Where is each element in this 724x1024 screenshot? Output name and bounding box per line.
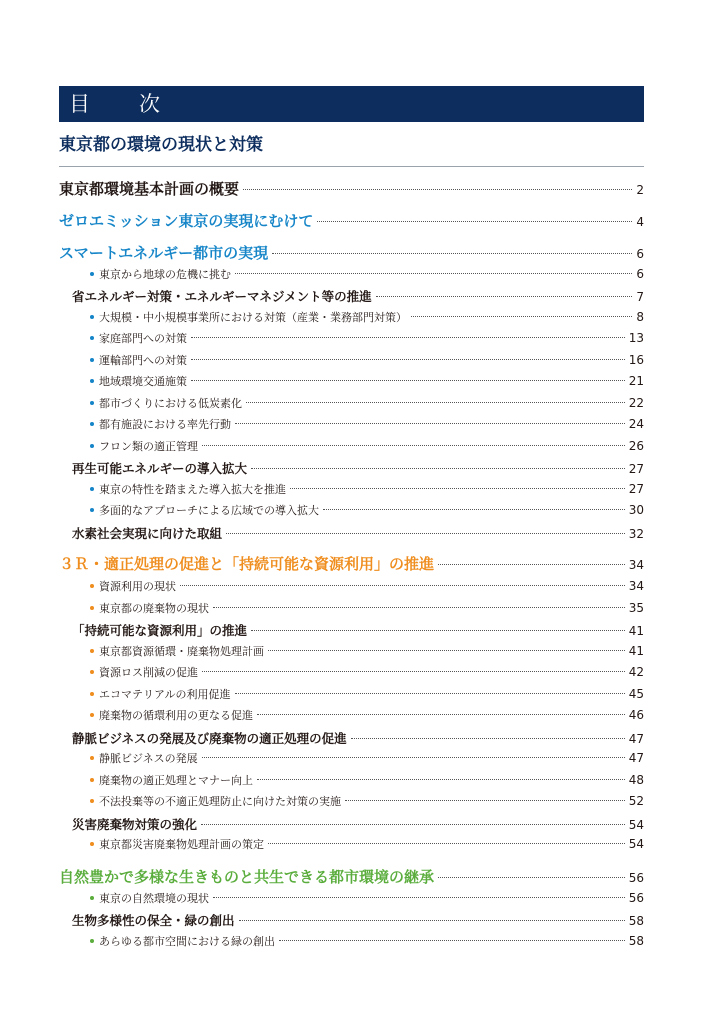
toc-entry[interactable] — [90, 664, 644, 680]
leader-dots — [345, 800, 625, 801]
toc-entry-label: 省エネルギー対策・エネルギーマネジメント等の推進 — [72, 289, 372, 304]
toc-entry-label: 東京都の廃棄物の現状 — [99, 602, 209, 615]
toc-entry-label: 地域環境交通施策 — [99, 375, 187, 388]
bullet-icon — [90, 649, 94, 653]
toc-entry[interactable] — [72, 729, 644, 747]
toc-page-number: 56 — [628, 891, 644, 905]
toc-entry[interactable] — [90, 373, 644, 389]
leader-dots — [202, 671, 625, 672]
toc-entry-label: 再生可能エネルギーの導入拡大 — [72, 461, 248, 476]
toc-page-number: 21 — [628, 374, 644, 388]
toc-page-number: 22 — [628, 396, 644, 410]
toc-page-number: 35 — [628, 601, 644, 615]
toc-page-number: 47 — [628, 751, 644, 765]
toc-entry-label: 不法投棄等の不適正処理防止に向けた対策の実施 — [99, 795, 341, 808]
leader-dots — [317, 221, 632, 222]
toc-entry[interactable] — [90, 330, 644, 346]
toc-page-number: 6 — [636, 247, 644, 261]
toc-page-number: 34 — [628, 558, 644, 572]
page-subtitle: 東京都の環境の現状と対策 — [59, 135, 263, 155]
bullet-icon — [90, 272, 94, 276]
banner-title: 目 次 — [69, 92, 174, 116]
toc-page-number: 46 — [628, 708, 644, 722]
toc-page-number: 56 — [628, 871, 644, 885]
toc-page-number: 13 — [628, 331, 644, 345]
leader-dots — [235, 423, 625, 424]
toc-page-number: 26 — [628, 439, 644, 453]
leader-dots — [251, 468, 625, 469]
toc-page-number: 32 — [628, 527, 644, 541]
toc-page-number: 45 — [628, 687, 644, 701]
leader-dots — [272, 253, 632, 254]
leader-dots — [213, 607, 625, 608]
toc-entry[interactable] — [90, 686, 644, 702]
toc-page-number: 27 — [628, 462, 644, 476]
toc-entry-label: 災害廃棄物対策の強化 — [72, 817, 198, 832]
leader-dots — [180, 585, 625, 586]
leader-dots — [235, 273, 632, 274]
toc-entry-label: 東京の特性を踏まえた導入拡大を推進 — [99, 483, 286, 496]
toc-page-number: 42 — [628, 665, 644, 679]
bullet-icon — [90, 842, 94, 846]
bullet-icon — [90, 713, 94, 717]
toc-entry-label: 資源利用の現状 — [99, 580, 176, 593]
toc-page-number: 54 — [628, 818, 644, 832]
toc-page-number: 52 — [628, 794, 644, 808]
leader-dots — [268, 650, 625, 651]
leader-dots — [251, 630, 625, 631]
bullet-icon — [90, 336, 94, 340]
toc-entry[interactable] — [90, 933, 644, 949]
toc-entry-label: 東京都環境基本計画の概要 — [59, 180, 240, 198]
toc-page-number: 7 — [636, 290, 644, 304]
leader-dots — [191, 337, 625, 338]
toc-entry-label: エコマテリアルの利用促進 — [99, 688, 231, 701]
leader-dots — [246, 402, 625, 403]
leader-dots — [279, 940, 625, 941]
toc-entry[interactable] — [90, 438, 644, 454]
toc-entry-label: 水素社会実現に向けた取組 — [72, 526, 223, 541]
toc-page-number: 41 — [628, 624, 644, 638]
toc-entry[interactable] — [59, 553, 644, 574]
toc-entry[interactable] — [72, 524, 644, 542]
bullet-icon — [90, 584, 94, 588]
bullet-icon — [90, 508, 94, 512]
toc-entry-label: 資源ロス削減の促進 — [99, 666, 198, 679]
toc-entry-label: 都有施設における率先行動 — [99, 418, 231, 431]
toc-page-number: 24 — [628, 417, 644, 431]
toc-entry[interactable] — [72, 621, 644, 639]
leader-dots — [191, 380, 625, 381]
leader-dots — [323, 509, 625, 510]
toc-entry-label: 東京から地球の危機に挑む — [99, 268, 231, 281]
toc-entry[interactable] — [90, 481, 644, 497]
toc-entry[interactable] — [90, 352, 644, 368]
toc-page-number: 41 — [628, 644, 644, 658]
toc-entry[interactable] — [72, 815, 644, 833]
toc-entry[interactable] — [90, 578, 644, 594]
toc-entry-label: 廃棄物の適正処理とマナー向上 — [99, 774, 253, 787]
toc-page-number: 34 — [628, 579, 644, 593]
toc-entry-label: 運輸部門への対策 — [99, 354, 187, 367]
bullet-icon — [90, 401, 94, 405]
bullet-icon — [90, 799, 94, 803]
toc-page-number: 48 — [628, 773, 644, 787]
toc-entry-label: 多面的なアプローチによる広域での導入拡大 — [99, 504, 319, 517]
toc-entry[interactable] — [90, 707, 644, 723]
bullet-icon — [90, 315, 94, 319]
toc-entry-label: 静脈ビジネスの発展 — [99, 752, 198, 765]
toc-entry[interactable] — [59, 178, 644, 199]
bullet-icon — [90, 692, 94, 696]
toc-page-number: 6 — [636, 267, 644, 281]
toc-entry-label: スマートエネルギー都市の実現 — [59, 244, 269, 262]
toc-page-number: 8 — [636, 310, 644, 324]
leader-dots — [351, 738, 625, 739]
toc-entry[interactable] — [90, 502, 644, 518]
leader-dots — [438, 564, 625, 565]
toc-page-number: 30 — [628, 503, 644, 517]
toc-entry-label: ゼロエミッション東京の実現にむけて — [59, 212, 314, 230]
leader-dots — [202, 757, 625, 758]
toc-entry[interactable] — [72, 911, 644, 929]
toc-entry[interactable] — [90, 890, 644, 906]
toc-entry-label: フロン類の適正管理 — [99, 440, 198, 453]
leader-dots — [257, 779, 625, 780]
toc-page-number: 47 — [628, 732, 644, 746]
leader-dots — [226, 533, 625, 534]
toc-page-number: 58 — [628, 914, 644, 928]
leader-dots — [202, 445, 625, 446]
toc-entry[interactable] — [90, 772, 644, 788]
toc-entry[interactable] — [90, 309, 644, 325]
toc-page-number: 16 — [628, 353, 644, 367]
toc-entry[interactable] — [72, 287, 644, 305]
toc-entry-label: あらゆる都市空間における緑の創出 — [99, 935, 275, 948]
toc-entry-label: 静脈ビジネスの発展及び廃棄物の適正処理の促進 — [72, 731, 347, 746]
bullet-icon — [90, 778, 94, 782]
leader-dots — [257, 714, 625, 715]
leader-dots — [411, 316, 632, 317]
toc-page-number: 54 — [628, 837, 644, 851]
leader-dots — [290, 488, 625, 489]
leader-dots — [213, 897, 625, 898]
leader-dots — [239, 920, 625, 921]
toc-entry-label: 生物多様性の保全・緑の創出 — [72, 913, 235, 928]
toc-entry-label: 大規模・中小規模事業所における対策（産業・業務部門対策） — [99, 311, 407, 324]
toc-entry[interactable] — [72, 459, 644, 477]
toc-page-number: 27 — [628, 482, 644, 496]
toc-entry-label: ３Ｒ・適正処理の促進と「持続可能な資源利用」の推進 — [59, 555, 435, 573]
bullet-icon — [90, 756, 94, 760]
leader-dots — [268, 843, 625, 844]
toc-page-number: 58 — [628, 934, 644, 948]
toc-entry[interactable] — [90, 793, 644, 809]
leader-dots — [201, 824, 625, 825]
bullet-icon — [90, 379, 94, 383]
toc-entry-label: 家庭部門への対策 — [99, 332, 187, 345]
toc-entry[interactable] — [90, 600, 644, 616]
toc-page-number: 2 — [636, 183, 644, 197]
bullet-icon — [90, 606, 94, 610]
toc-entry-label: 都市づくりにおける低炭素化 — [99, 397, 242, 410]
toc-entry-label: 自然豊かで多様な生きものと共生できる都市環境の継承 — [59, 868, 435, 886]
leader-dots — [376, 296, 633, 297]
bullet-icon — [90, 896, 94, 900]
toc-entry[interactable] — [90, 836, 644, 852]
toc-entry[interactable] — [59, 242, 644, 263]
leader-dots — [191, 359, 625, 360]
leader-dots — [438, 877, 625, 878]
toc-entry-label: 廃棄物の循環利用の更なる促進 — [99, 709, 253, 722]
bullet-icon — [90, 487, 94, 491]
toc-entry-label: 東京都災害廃棄物処理計画の策定 — [99, 838, 264, 851]
toc-entry[interactable] — [90, 395, 644, 411]
toc-entry[interactable] — [90, 416, 644, 432]
toc-entry-label: 東京都資源循環・廃棄物処理計画 — [99, 645, 264, 658]
leader-dots — [235, 693, 625, 694]
bullet-icon — [90, 939, 94, 943]
bullet-icon — [90, 444, 94, 448]
toc-entry[interactable] — [90, 643, 644, 659]
toc-entry-label: 「持続可能な資源利用」の推進 — [72, 623, 248, 638]
toc-entry[interactable] — [90, 266, 644, 282]
toc-entry-label: 東京の自然環境の現状 — [99, 892, 209, 905]
toc-entry[interactable] — [90, 750, 644, 766]
toc-entry[interactable] — [59, 210, 644, 231]
bullet-icon — [90, 422, 94, 426]
toc-entry[interactable] — [59, 866, 644, 887]
leader-dots — [243, 189, 632, 190]
bullet-icon — [90, 358, 94, 362]
bullet-icon — [90, 670, 94, 674]
toc-page-number: 4 — [636, 215, 644, 229]
